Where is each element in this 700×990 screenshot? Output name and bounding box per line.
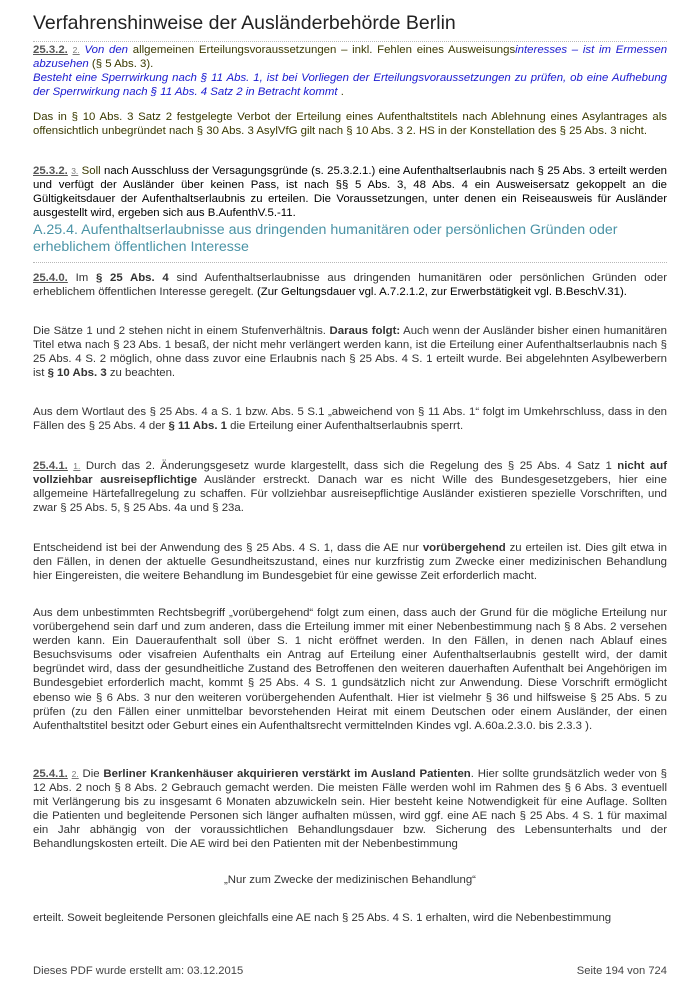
paragraph-rechtsbegriff: Aus dem unbestimmten Rechtsbegriff „vorübergehend“ folgt zum einen, dass auch der Grund für die mögliche Erteilung nur vorübergehend sein darf und zum anderen, dass die Erteilung immer mit einer Nebenbestimmung nach § 8 Abs. 2 versehen werden kann. Ein Daueraufenthalt soll über S. 1 nicht eröffnet werden. In den Fällen, in denen nach Ablauf eines Besuchsvisums oder visafreien Aufenthalts ein Antrag auf Erteilung einer Aufenthaltserlaubnis gestellt wird, der damit begründet wird, dass der gesundheitliche Zustand des Betroffenen den weiteren dauerhaften Aufenthalt bei Angehörigen im Bundesgebiet erforderlich macht, kommt § 25 Abs. 4 S. 1 gundsätzlich nicht zur Anwendung. Diese Vorschrift ermöglicht ebenso wie § 6 Abs. 3 nur den weiteren vorübergehenden Aufenthalt. Hier ist vielmehr § 36 und hilfsweise § 25 Abs. 5 zu prüfen (zu den Fällen einer unmittelbar bevorstehenden Heirat mit einem Deutschen oder einem Ausländer, der einen Aufenthaltstitel besitzt oder Geburt eines ein Aufenthaltsrecht vermittelnden Kindes vgl. A.60a.2.3.0. bis 2.3.3 ). xyxy=(33,607,667,732)
text: Durch das 2. Änderungsgesetz wurde klargestellt, dass sich die Regelung des § 25 Abs. 4 Satz 1 xyxy=(80,460,618,472)
text-emphasis: Von den xyxy=(84,44,129,56)
text-bold: § 25 Abs. 4 xyxy=(95,272,169,284)
paragraph-voruebergehend xyxy=(33,541,667,583)
text: allgemeinen Erteilungsvoraussetzungen – inkl. Fehlen eines Ausweisungs xyxy=(128,44,516,56)
subsection-number: 2. xyxy=(72,45,80,55)
subsection-number: 3. xyxy=(71,166,79,176)
footer-page-number: Seite 194 von 724 xyxy=(576,965,667,977)
paragraph-begleitpersonen: erteilt. Soweit begleitende Personen gleichfalls eine AE nach § 25 Abs. 4 S. 1 erhalten, wird die Nebenbestimmung xyxy=(33,912,612,924)
text-bold: § 11 Abs. 1 xyxy=(168,420,227,433)
paragraph-25-4-1-1 xyxy=(33,459,667,515)
text: Ausländer erstreckt. Danach war es nicht Wille des Bundesgesetzgebers, hier eine allgemeine Härtefallregelung zu schaffen. Für vollziehbar ausreisepflichtige Ausländer existieren spezielle Vorschriften, und zwar § 25 Abs. 5, § 25 Abs. 4a und § 23a. xyxy=(33,474,667,515)
text: zu beachten. xyxy=(106,367,176,380)
paragraph-umkehrschluss xyxy=(33,405,667,433)
text-bold: nicht auf vollziehbar ausreisepflichtige xyxy=(33,460,667,487)
text-bold: vorübergehend xyxy=(422,542,506,554)
text: (§ 5 Abs. 3). xyxy=(88,58,154,71)
section-number: 25.3.2. xyxy=(33,165,68,177)
footer-created-date: Dieses PDF wurde erstellt am: 03.12.2015 xyxy=(33,965,244,977)
section-number: 25.3.2. xyxy=(33,44,68,56)
paragraph-25-3-2-2 xyxy=(33,43,667,99)
text: Aus dem Wortlaut des § 25 Abs. 4 a S. 1 bzw. Abs. 5 S.1 „abweichend von § 11 Abs. 1“ folgt im Umkehrschluss, dass in den Fällen des § 25 Abs. 4 der xyxy=(33,406,667,433)
section-number: 25.4.0. xyxy=(33,272,68,284)
section-number: 25.4.1. xyxy=(33,768,68,780)
text-bold: Daraus folgt: xyxy=(329,325,401,337)
quote-nebenbestimmung: „Nur zum Zwecke der medizinischen Behandlung“ xyxy=(224,874,476,886)
text-emphasis: interesses – ist im Ermessen abzusehen xyxy=(33,44,668,71)
section-number: 25.4.1. xyxy=(33,460,68,472)
paragraph-stufenverhaeltnis xyxy=(33,324,667,380)
cross-reference: (Zur Geltungsdauer vgl. A.7.2.1.2, zur Erwerbstätigkeit vgl. B.BeschV.31). xyxy=(256,286,627,299)
text-bold: § 10 Abs. 3 xyxy=(47,367,107,380)
paragraph-asylvfg: Das in § 10 Abs. 3 Satz 2 festgelegte Verbot der Erteilung eines Aufenthaltstitels nach Ablehnung eines Asylantrages als offensichtlich unbegründet nach § 30 Abs. 3 AsylVfG gilt nach § 10 Abs. 3 2. HS in der Konstellation des § 25 Abs. 3 nicht. xyxy=(33,111,667,138)
paragraph-25-3-2-3 xyxy=(33,164,667,220)
text: sind Aufenthaltserlaubnisse aus dringenden humanitären oder persönlichen Gründen oder erheblichem öffentlichen Interesse geregelt. xyxy=(33,272,667,299)
text-emphasis: Besteht eine Sperrwirkung nach § 11 Abs. 1, ist bei Vorliegen der Erteilungsvoraussetzungen zu prüfen, ob eine Aufhebung der Sperrwirkung nach § 11 Abs. 4 Satz 2 in Betracht kommt xyxy=(33,72,667,99)
text: Die Sätze 1 und 2 stehen nicht in einem Stufenverhältnis. xyxy=(33,325,330,337)
text-bold: Berliner Krankenhäuser akquirieren verstärkt im Ausland Patienten xyxy=(103,768,471,780)
text: Auch wenn der Ausländer bisher einen humanitären Titel etwa nach § 23 Abs. 1 besaß, der nicht mehr verlängert werden kann, ist die Erteilung einer Aufenthaltserlaubnis nach § 25 Abs. 4 S. 2 möglich, ohne dass zuvor eine Erlaubnis nach § 25 Abs. 4 S. 1 erteilt wurde. Bei abgelehnten Asylbewerbern ist xyxy=(33,325,668,380)
text: zu erteilen ist. Dies gilt etwa in den Fällen, in denen der aktuelle Gesundheitszustand, eines nur kurzfristig zum Zwecke einer medizinischen Behandlung hier Eingereisten, die weitere Behandlung im Bundesgebiet für eine gewisse Zeit erforderlich macht. xyxy=(33,542,667,583)
text: die Erteilung einer Aufenthaltserlaubnis sperrt. xyxy=(226,420,464,433)
subsection-number: 2. xyxy=(71,769,79,779)
subsection-number: 1. xyxy=(73,461,81,471)
text: Soll xyxy=(78,165,101,177)
text: . xyxy=(337,86,344,99)
text: Entscheidend ist bei der Anwendung des § 25 Abs. 4 S. 1, dass die AE nur xyxy=(33,542,423,554)
paragraph-25-4-1-2 xyxy=(33,767,667,852)
text: Die xyxy=(78,768,104,780)
section-heading: A.25.4. Aufenthaltserlaubnisse aus dringenden humanitären oder persönlichen Gründen oder erheblichem öffentlichen Interesse xyxy=(33,222,667,263)
paragraph-25-4-0 xyxy=(33,271,667,299)
text: Im xyxy=(67,272,96,284)
text: nach Ausschluss der Versagungsgründe (s. 25.3.2.1.) eine Aufenthaltserlaubnis nach § 25 Abs. 3 erteilt werden und verfügt der Ausländer über keinen Pass, ist nach §§ 5 Abs. 3, 48 Abs. 4 ein Ausweisersatz gekoppelt an die Gültigkeitsdauer der Aufenthaltserlaubnis zu erteilen. Die Voraussetzungen, unter denen ein Reiseausweis für Ausländer ausgestellt wird, ergeben sich aus B.AufenthV.5.-11. xyxy=(33,165,668,220)
text: . Hier sollte grundsätzlich weder von § 12 Abs. 2 noch § 8 Abs. 2 Gebrauch gemacht werden. Die meisten Fälle werden wohl im Rahmen des § 6 Abs. 3 eventuell mit Verlängerung bis zu insgesamt 6 Monaten abzuwickeln sein. Hier besteht keine Notwendigkeit für eine Auflage. Sollten die Patienten und begleitende Personen sich länger aufhalten müssen, wird ggf. eine AE nach § 25 Abs. 4 S. 1 für maximal ein Jahr abhängig von der voraussichtlichen Behandlungsdauer bzw. Sicherung des Lebensunterhalts und der Behandlungskosten erteilt. Die AE wird bei den Patienten mit der Nebenbestimmung xyxy=(33,768,668,851)
page-title: Verfahrenshinweise der Ausländerbehörde Berlin xyxy=(33,12,667,42)
